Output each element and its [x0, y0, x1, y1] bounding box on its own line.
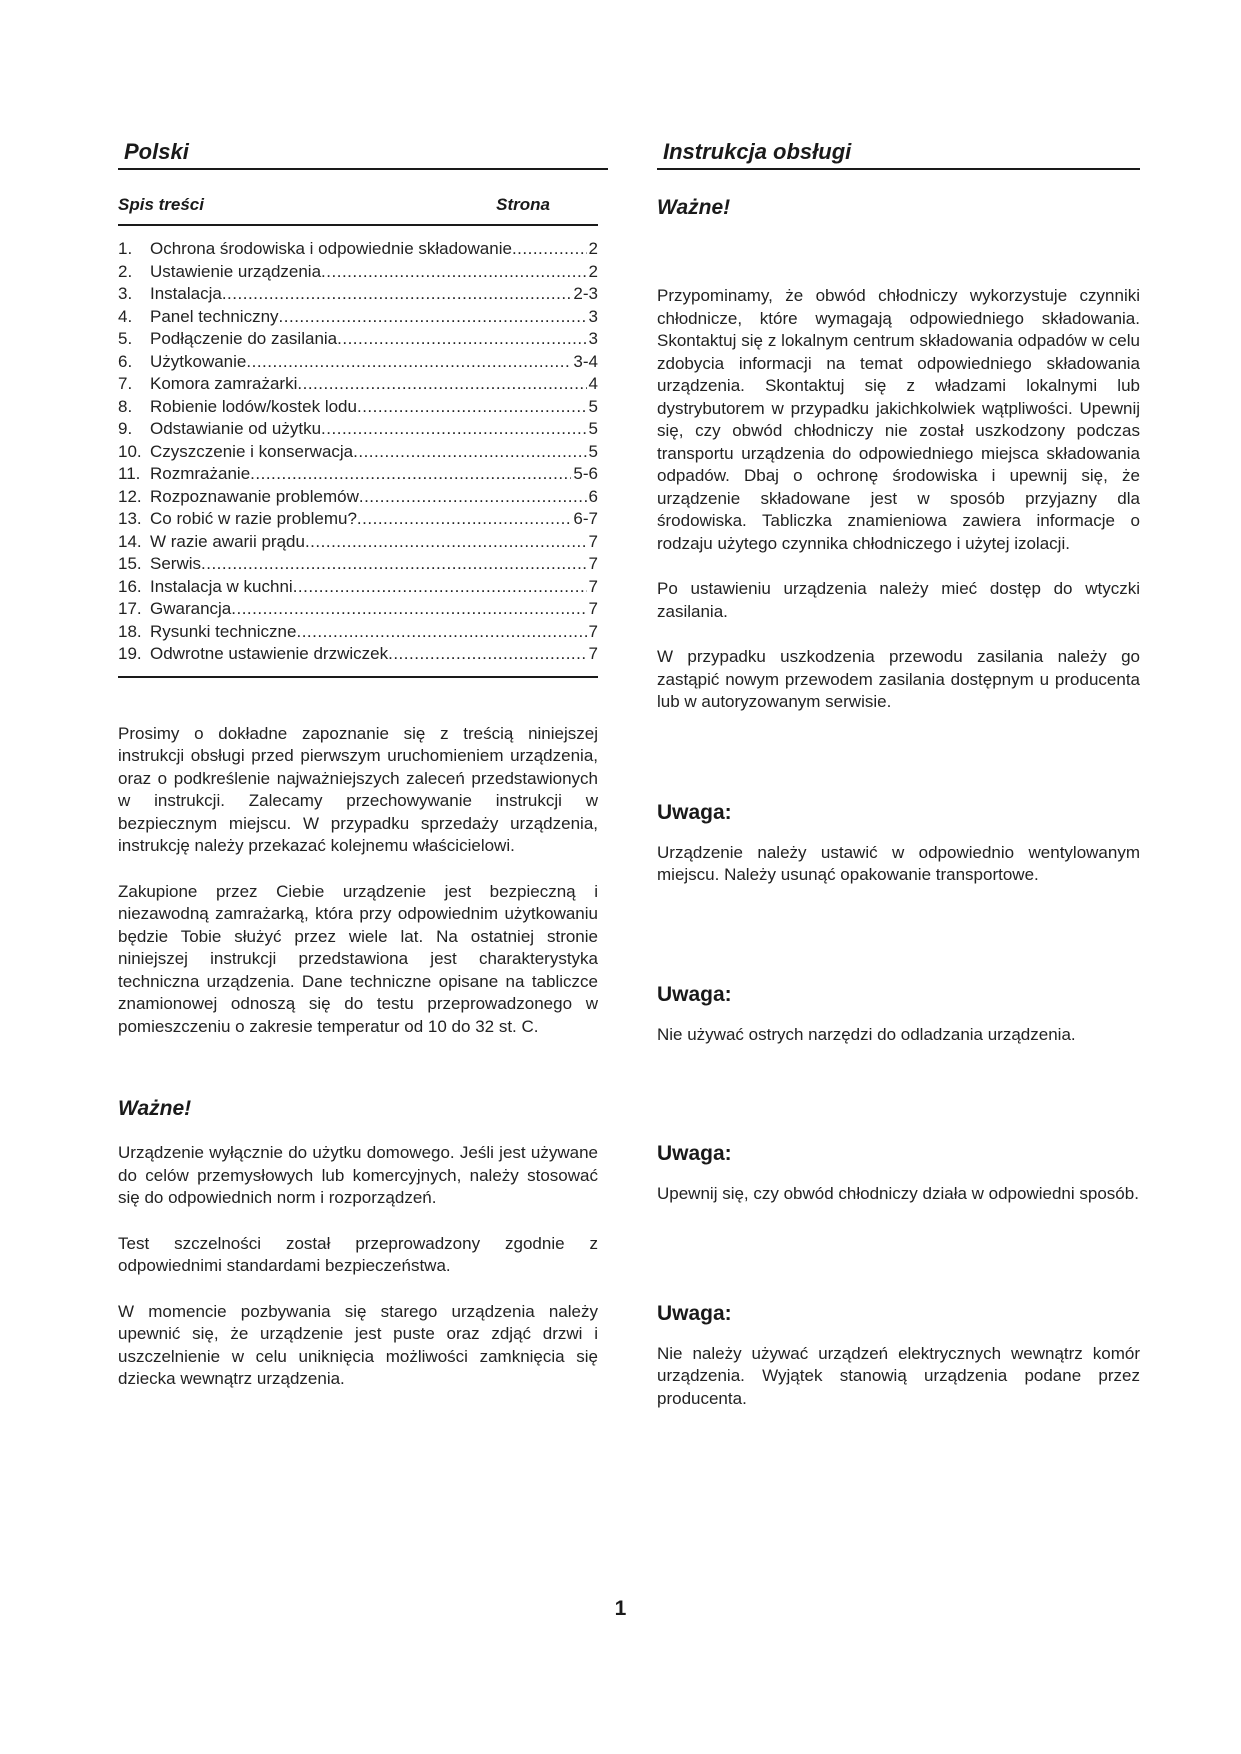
toc-item-label: Czyszczenie i konserwacja	[150, 441, 354, 461]
toc-item[interactable]	[118, 351, 598, 374]
toc-item-number: 11.	[118, 464, 141, 483]
toc-item-page: 7	[588, 576, 598, 596]
important-heading-right: Ważne!	[657, 196, 731, 219]
refrigerant-paragraph: Przypominamy, że obwód chłodniczy wykorzystuje czynniki chłodnicze, które wymagają odpowiedniego składowania. Skontaktuj się z lokalnym centrum składowania odpadów w celu zdobycia informacji na temat odpowiedniego składowania urządzenia. Skontaktuj się z władzami lokalnymi lub dystrybutorem w przypadku jakichkolwiek wątpliwości. Upewnij się, czy obwód chłodniczy nie został uszkodzony podczas transportu urządzenia do odpowiedniego miejsca składowania odpadów. Dbaj o ochronę środowiska i upewnij się, że urządzenie składowane jest w sposób przyjazny dla środowiska. Tabliczka znamieniowa zawiera informacje o rodzaju użytego czynnika chłodniczego i użytej izolacji.	[657, 286, 1140, 553]
note-heading-2: Uwaga:	[657, 982, 732, 1006]
plug-access-paragraph: Po ustawieniu urządzenia należy mieć dostęp do wtyczki zasilania.	[657, 579, 1140, 621]
toc-item-page: 5	[588, 441, 598, 461]
toc-header	[118, 194, 598, 226]
toc-item[interactable]	[118, 621, 598, 644]
toc-leader-dots	[512, 238, 587, 261]
important-heading-left: Ważne!	[118, 1097, 192, 1120]
toc-item-page: 7	[588, 644, 598, 663]
toc-item-label: Odstawianie od użytku	[150, 419, 322, 438]
toc-item-label: Komora zamrażarki	[150, 374, 298, 393]
toc-item[interactable]	[118, 463, 598, 486]
note-heading-1: Uwaga:	[657, 800, 732, 824]
toc-item-page: 7	[588, 554, 598, 573]
right-column	[657, 140, 1140, 1410]
table-of-contents	[118, 238, 598, 678]
toc-leader-dots	[231, 598, 586, 621]
toc-item[interactable]	[118, 643, 598, 666]
toc-item-label: Robienie lodów/kostek lodu	[150, 396, 357, 416]
intro-paragraph-2: Zakupione przez Ciebie urządzenie jest bezpieczną i niezawodną zamrażarką, która przy odpowiednim użytkowaniu będzie Tobie służyć przez wiele lat. Na ostatniej stronie niniejszej instrukcji przedstawiona jest charakterystyka techniczna urządzenia. Dane techniczne opisane na tabliczce znamionowej odnoszą się do testu przeprowadzonego w pomieszczeniu o zakresie temperatur od 10 do 32 st. C.	[118, 881, 598, 1036]
note-text-2: Nie używać ostrych narzędzi do odladzania urządzenia.	[657, 1024, 1076, 1044]
toc-item-number: 9.	[118, 419, 133, 438]
toc-item-number: 15.	[118, 554, 142, 573]
toc-item-label: Użytkowanie	[150, 351, 247, 371]
toc-item-number: 1.	[118, 239, 133, 258]
toc-item-number: 7.	[118, 374, 133, 393]
toc-leader-dots	[337, 328, 586, 351]
toc-item-number: 19.	[118, 644, 142, 663]
toc-item[interactable]	[118, 418, 598, 441]
toc-item[interactable]	[118, 553, 598, 576]
toc-leader-dots	[321, 418, 586, 441]
toc-item-page: 2	[588, 239, 598, 258]
toc-leader-dots	[296, 621, 586, 644]
toc-item[interactable]	[118, 238, 598, 261]
toc-item-page: 5	[588, 396, 598, 416]
toc-item-label: Ochrona środowiska i odpowiednie składowanie	[150, 239, 512, 258]
toc-leader-dots	[357, 508, 572, 531]
toc-leader-dots	[359, 486, 587, 509]
toc-item-number: 5.	[118, 329, 133, 348]
toc-item-label: Podłączenie do zasilania	[150, 329, 338, 348]
toc-item-label: Ustawienie urządzenia	[150, 261, 322, 281]
toc-item-number: 14.	[118, 531, 142, 551]
toc-leader-dots	[305, 531, 587, 554]
toc-item-number: 8.	[118, 396, 133, 416]
toc-item-page: 2	[588, 261, 598, 281]
toc-item-number: 10.	[118, 441, 142, 461]
toc-leader-dots	[222, 283, 572, 306]
toc-item[interactable]	[118, 306, 598, 329]
toc-item-label: Panel techniczny	[150, 306, 279, 326]
toc-item-number: 2.	[118, 261, 133, 281]
toc-item[interactable]	[118, 576, 598, 599]
note-text-3: Upewnij się, czy obwód chłodniczy działa w odpowiedni sposób.	[657, 1184, 1139, 1203]
toc-leader-dots	[297, 373, 586, 396]
toc-leader-dots	[279, 306, 587, 329]
toc-page-column-label: Strona	[496, 195, 550, 214]
toc-item-number: 4.	[118, 306, 133, 326]
note-heading-3: Uwaga:	[657, 1142, 732, 1165]
toc-item-number: 18.	[118, 621, 142, 641]
toc-item[interactable]	[118, 486, 598, 509]
section-header-instrukcja: Instrukcja obsługi	[657, 140, 1140, 170]
toc-item-page: 6	[588, 486, 598, 506]
toc-leader-dots	[321, 261, 586, 284]
toc-item-page: 3	[588, 329, 598, 348]
toc-item-label: Co robić w razie problemu?	[150, 509, 357, 528]
toc-item-label: Instalacja w kuchni	[150, 576, 293, 596]
toc-leader-dots	[388, 643, 586, 666]
toc-leader-dots	[357, 396, 587, 419]
toc-item[interactable]	[118, 508, 598, 531]
toc-item[interactable]	[118, 328, 598, 351]
toc-item-number: 6.	[118, 351, 133, 371]
toc-leader-dots	[353, 441, 586, 464]
left-column	[118, 140, 598, 1391]
toc-item-page: 7	[588, 621, 598, 641]
toc-item-page: 5-6	[573, 464, 598, 483]
toc-item-label: Instalacja	[150, 284, 222, 303]
toc-item-page: 4	[588, 374, 598, 393]
page-number: 1	[614, 1597, 627, 1620]
toc-item-page: 7	[588, 531, 598, 551]
toc-item-label: Rysunki techniczne	[150, 621, 297, 641]
section-header-polski: Polski	[118, 140, 608, 170]
toc-item-number: 13.	[118, 509, 142, 528]
toc-item-label: Rozpoznawanie problemów	[150, 486, 359, 506]
important-paragraph-1: Urządzenie wyłącznie do użytku domowego. Jeśli jest używane do celów przemysłowych lub komercyjnych, należy stosować się do odpowiednich norm i rozporządzeń.	[118, 1143, 598, 1207]
toc-item-number: 17.	[118, 599, 142, 618]
toc-item-number: 3.	[118, 284, 133, 303]
toc-item-page: 2-3	[573, 284, 598, 303]
toc-item[interactable]	[118, 373, 598, 396]
toc-item-label: Rozmrażanie	[150, 464, 251, 483]
toc-item[interactable]	[118, 531, 598, 554]
toc-item[interactable]	[118, 283, 598, 306]
toc-title: Spis treści	[118, 195, 204, 214]
important-paragraph-2: Test szczelności został przeprowadzony zgodnie z odpowiednimi standardami bezpieczeństwa.	[118, 1233, 598, 1275]
toc-item-page: 7	[588, 599, 598, 618]
toc-item-number: 12.	[118, 486, 142, 506]
power-cord-paragraph: W przypadku uszkodzenia przewodu zasilania należy go zastąpić nowym przewodem zasilania dostępnym u producenta lub w autoryzowanym serwisie.	[657, 647, 1140, 711]
toc-item[interactable]	[118, 441, 598, 464]
toc-item[interactable]	[118, 598, 598, 621]
toc-item-page: 3-4	[573, 351, 598, 371]
note-heading-4: Uwaga:	[657, 1301, 732, 1325]
toc-item-page: 6-7	[573, 509, 598, 528]
important-paragraph-3: W momencie pozbywania się starego urządzenia należy upewnić się, że urządzenie jest puste oraz zdjąć drzwi i uszczelnienie w celu uniknięcia możliwości zamknięcia się dziecka wewnątrz urządzenia.	[118, 1301, 598, 1388]
toc-item-page: 3	[588, 306, 598, 326]
toc-leader-dots	[250, 463, 571, 486]
toc-item[interactable]	[118, 261, 598, 284]
toc-item-label: Serwis	[150, 554, 202, 573]
toc-leader-dots	[293, 576, 587, 599]
toc-leader-dots	[246, 351, 571, 374]
toc-item-page: 5	[588, 419, 598, 438]
toc-leader-dots	[201, 553, 587, 576]
note-text-4: Nie należy używać urządzeń elektrycznych wewnątrz komór urządzenia. Wyjątek stanowią urządzenia podane przez producenta.	[657, 1343, 1140, 1408]
intro-paragraph-1: Prosimy o dokładne zapoznanie się z treścią niniejszej instrukcji obsługi przed pierwszym uruchomieniem urządzenia, oraz o podkreślenie najważniejszych zaleceń przedstawionych w instrukcji. Zalecamy przechowywanie instrukcji w bezpiecznym miejscu. W przypadku sprzedaży urządzenia, instrukcję należy przekazać kolejnemu właścicielowi.	[118, 723, 598, 855]
note-text-1: Urządzenie należy ustawić w odpowiednio wentylowanym miejscu. Należy usunąć opakowanie transportowe.	[657, 842, 1140, 884]
toc-item-label: Gwarancja	[150, 599, 232, 618]
toc-item-label: W razie awarii prądu	[150, 531, 305, 551]
toc-item-label: Odwrotne ustawienie drzwiczek	[150, 644, 389, 663]
toc-item[interactable]	[118, 396, 598, 419]
toc-item-number: 16.	[118, 576, 142, 596]
